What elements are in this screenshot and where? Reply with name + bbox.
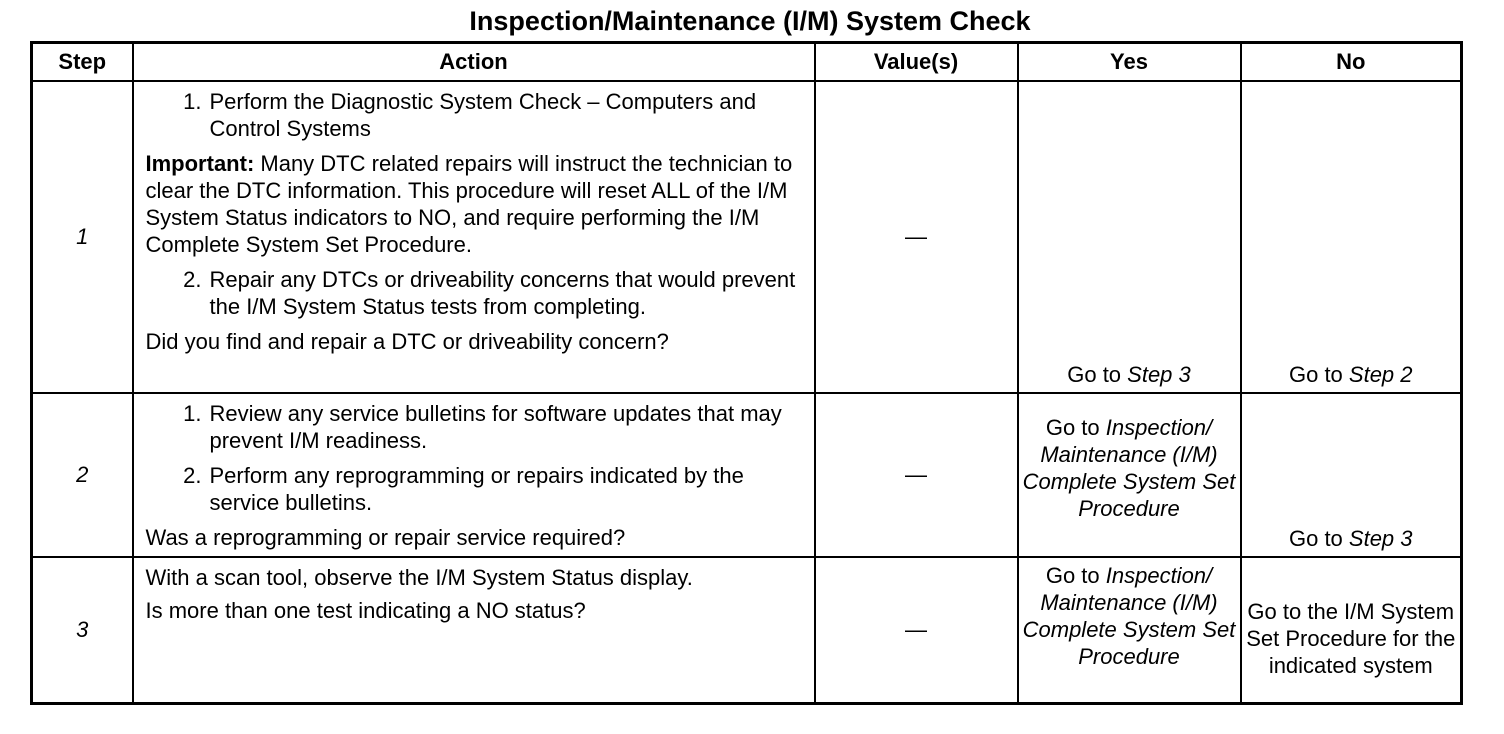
yes-action	[1023, 394, 1236, 522]
question: Did you find and repair a DTC or driveability concern?	[145, 329, 669, 354]
header-row	[32, 43, 1462, 82]
item-number: 1.	[183, 401, 202, 426]
item-text: Review any service bulletins for software updates that may prevent I/M readiness.	[209, 401, 782, 453]
value-cell: —	[815, 393, 1018, 557]
yes-cell	[1018, 557, 1241, 703]
no-link[interactable]: Step 2	[1348, 362, 1413, 387]
yes-link[interactable]: Inspection/ Maintenance (I/M) Complete System Set Procedure	[1022, 415, 1236, 521]
value-cell: —	[815, 81, 1018, 393]
action-text: With a scan tool, observe the I/M System Status display.	[145, 565, 693, 590]
header-values: Value(s)	[815, 43, 1018, 82]
yes-link[interactable]: Inspection/ Maintenance (I/M) Complete System Set Procedure	[1022, 563, 1236, 669]
item-number: 1.	[183, 89, 202, 114]
no-cell	[1241, 393, 1462, 557]
step-number: 2	[32, 393, 133, 557]
yes-prefix: Go to	[1067, 362, 1128, 387]
table-row	[32, 393, 1462, 557]
yes-action	[1019, 361, 1240, 388]
action-cell	[133, 393, 815, 557]
action-item	[146, 88, 804, 142]
action-item	[146, 462, 804, 516]
item-number: 2.	[183, 463, 202, 488]
system-check-table	[30, 41, 1463, 705]
item-number: 2.	[183, 267, 202, 292]
no-action	[1242, 361, 1461, 388]
yes-cell	[1018, 393, 1241, 557]
important-text: Many DTC related repairs will instruct the technician to clear the DTC information. This procedure will reset ALL of the I/M System Status indicators to NO, and require performing the I/M Complete System Set Procedure.	[145, 151, 793, 257]
question: Was a reprogramming or repair service required?	[145, 525, 626, 550]
item-text: Repair any DTCs or driveability concerns that would prevent the I/M System Status tests from completing.	[209, 267, 796, 319]
header-action: Action	[133, 43, 815, 82]
no-cell	[1241, 81, 1462, 393]
action-item	[146, 266, 804, 320]
step-number: 3	[32, 557, 133, 703]
yes-link[interactable]: Step 3	[1127, 362, 1191, 387]
important-note	[146, 150, 804, 258]
item-text: Perform any reprogramming or repairs indicated by the service bulletins.	[209, 463, 744, 515]
page-title: Inspection/Maintenance (I/M) System Check	[469, 6, 1031, 36]
no-link[interactable]: Step 3	[1348, 526, 1413, 551]
yes-prefix: Go to	[1045, 415, 1106, 440]
action-cell	[133, 81, 815, 393]
header-step: Step	[32, 43, 133, 82]
no-prefix: Go to	[1288, 362, 1349, 387]
item-text: Perform the Diagnostic System Check – Computers and Control Systems	[209, 89, 757, 141]
important-label: Important:	[145, 151, 255, 176]
action-item	[146, 400, 804, 454]
step-number: 1	[32, 81, 133, 393]
no-action	[1242, 525, 1461, 552]
no-cell	[1241, 557, 1462, 703]
question: Is more than one test indicating a NO status?	[145, 598, 586, 623]
table-row	[32, 81, 1462, 393]
no-prefix: Go to	[1288, 526, 1349, 551]
yes-cell	[1018, 81, 1241, 393]
action-cell	[133, 557, 815, 703]
no-action[interactable]: Go to the I/M System Set Procedure for the indicated system	[1246, 599, 1456, 679]
header-no: No	[1241, 43, 1462, 82]
header-yes: Yes	[1018, 43, 1241, 82]
yes-action	[1023, 558, 1236, 670]
yes-prefix: Go to	[1045, 563, 1106, 588]
value-cell: —	[815, 557, 1018, 703]
table-row	[32, 557, 1462, 703]
